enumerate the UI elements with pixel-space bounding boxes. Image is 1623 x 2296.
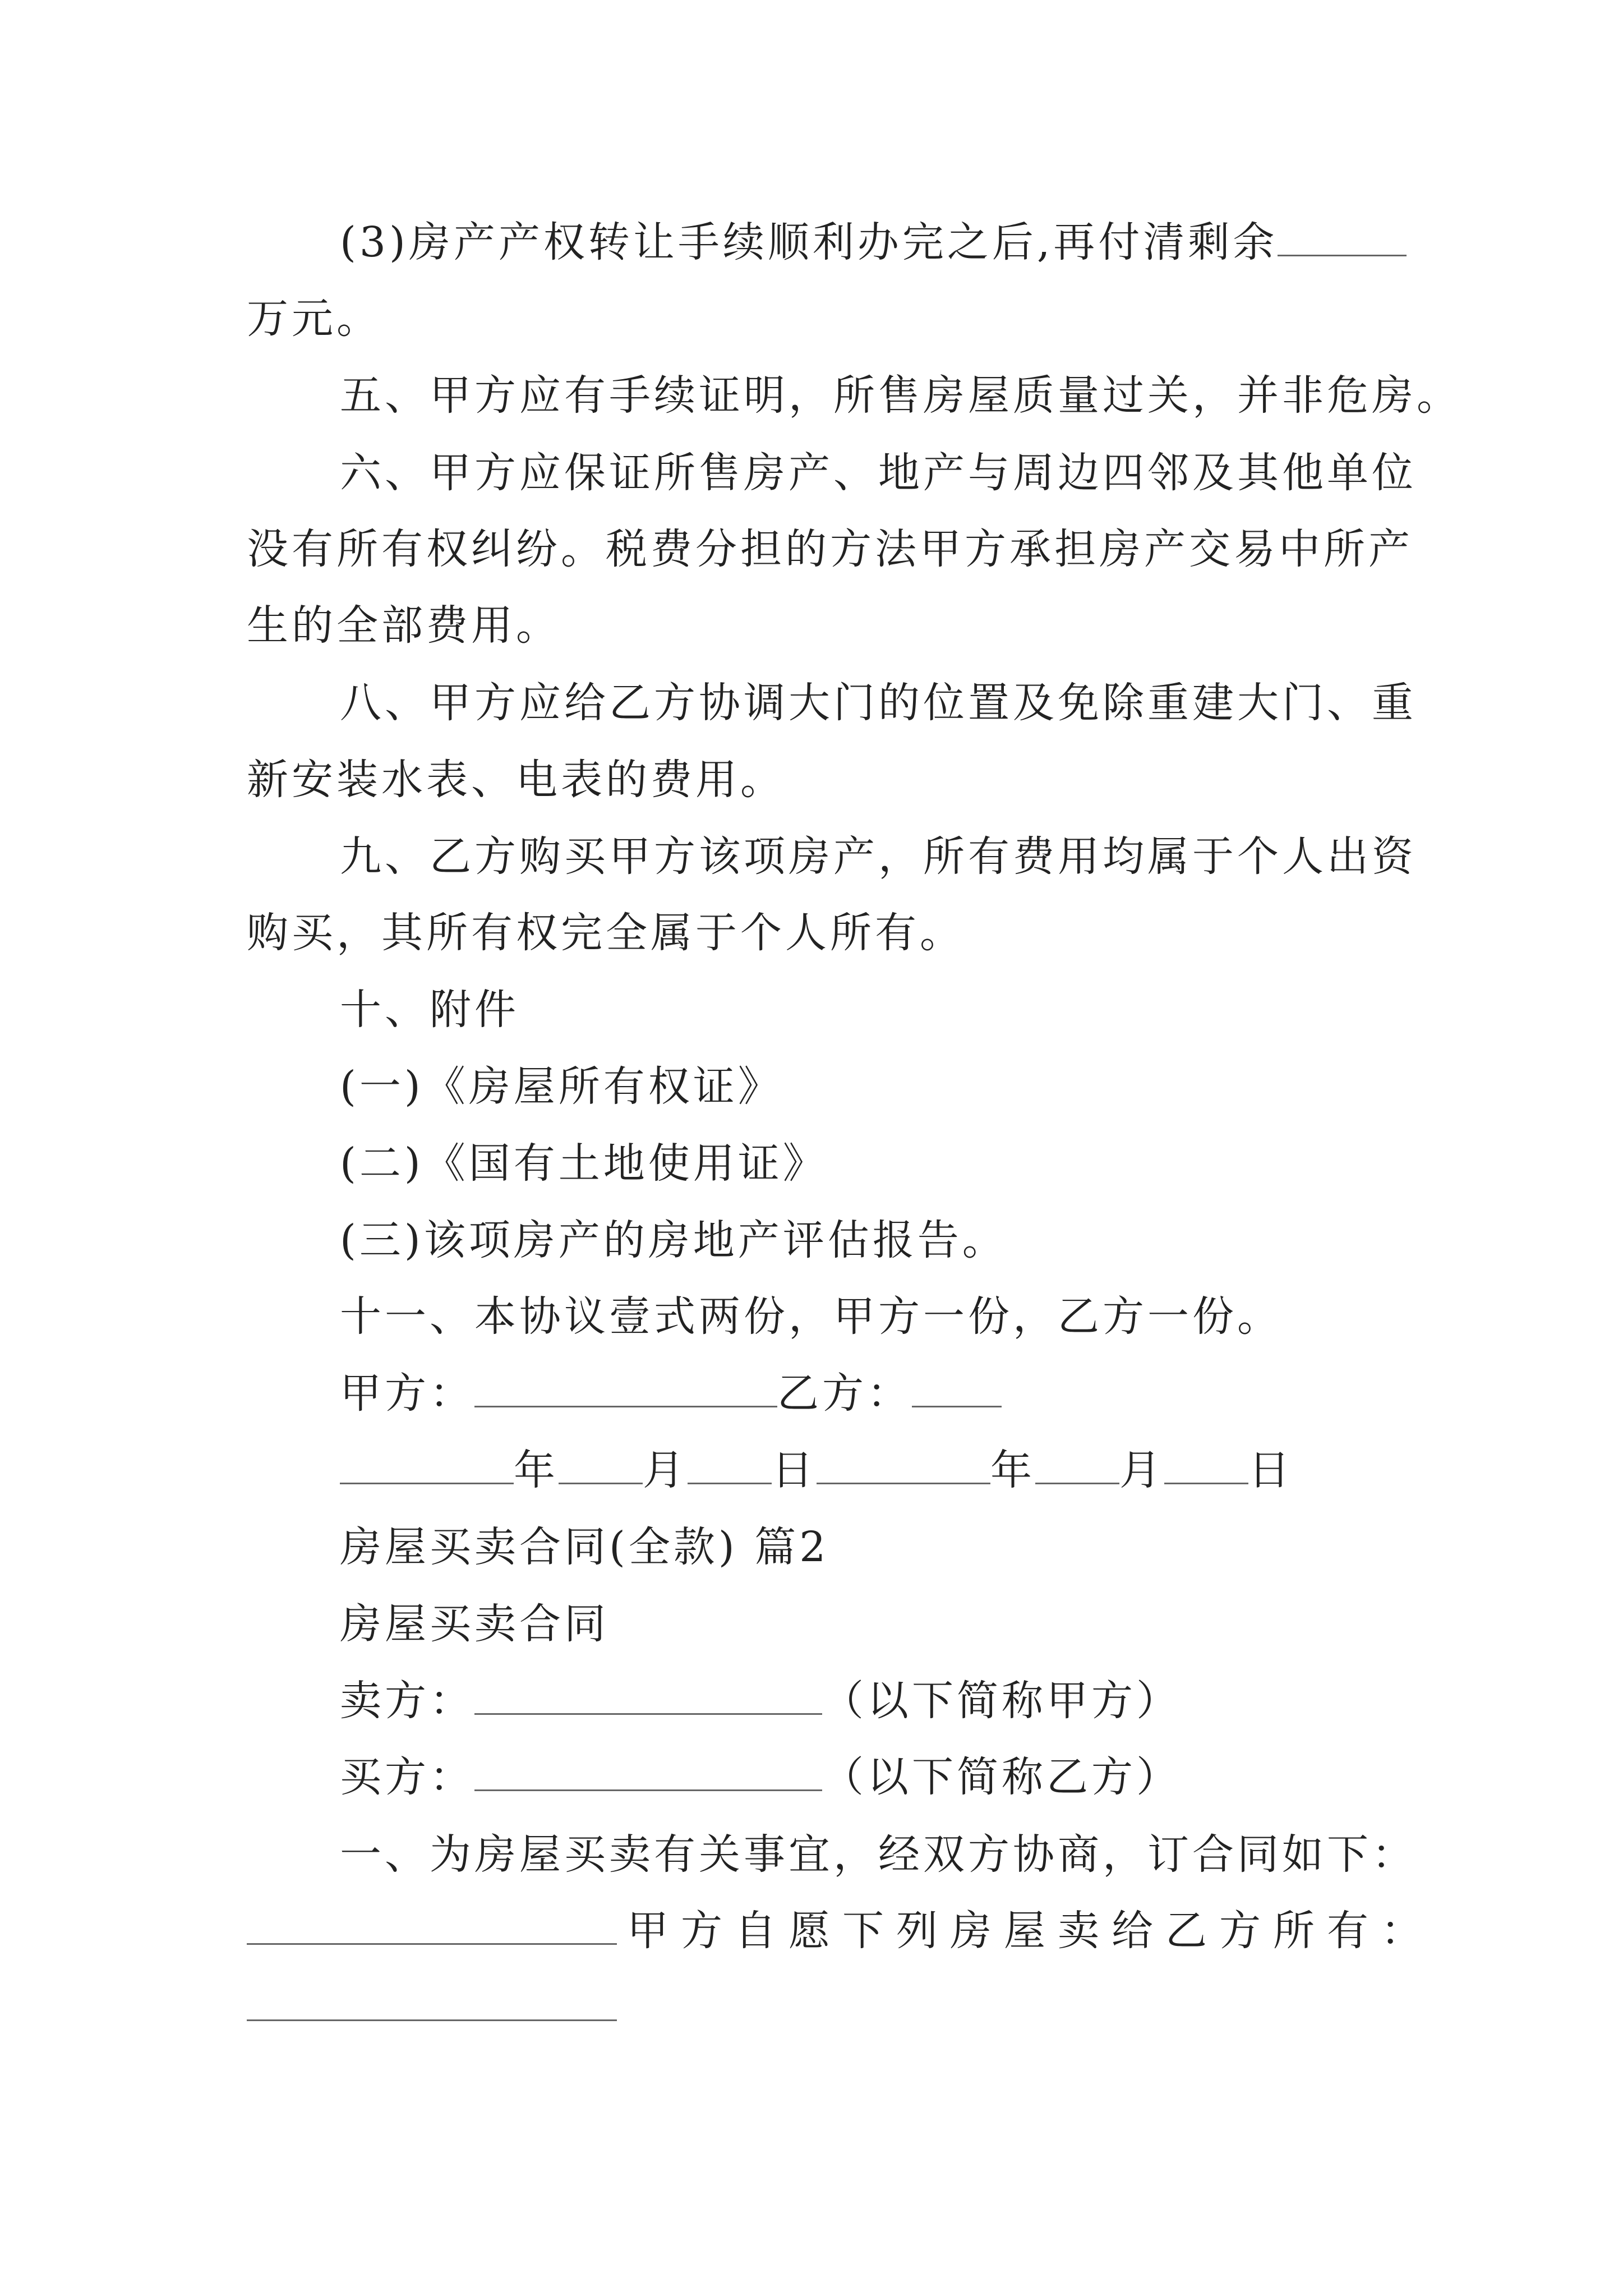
clause-6-line-1: 六、甲方应保证所售房产、地产与周边四邻及其他单位: [340, 449, 1417, 497]
seller-blank: [474, 1674, 822, 1715]
clause-8-line-2: 新安装水表、电表的费用。: [247, 756, 785, 804]
clause-8-line-1: 八、甲方应给乙方协调大门的位置及免除重建大门、重: [340, 679, 1417, 727]
party-a-label: 甲方：: [340, 1369, 474, 1418]
clause-10-title: 十、附件: [340, 986, 519, 1034]
clause-6-line-3: 生的全部费用。: [247, 601, 561, 650]
signature-line: [340, 1365, 1002, 1421]
property-blank-2: [247, 1980, 617, 2021]
day-label-b: 日: [1248, 1446, 1293, 1494]
clause-3-line-2: 万元。: [247, 295, 381, 343]
attachment-3: (三)该项房产的房地产评估报告。: [340, 1216, 1007, 1264]
section-2-heading: 房屋买卖合同(全款) 篇2: [340, 1523, 829, 1571]
year-label-b: 年: [990, 1446, 1035, 1494]
month-blank-b: [1035, 1443, 1119, 1484]
clause-3-text: (3)房产产权转让手续顺利办完之后,再付清剩余: [340, 218, 1278, 266]
section-2-title: 房屋买卖合同: [340, 1600, 609, 1648]
attachment-1: (一)《房屋所有权证》: [340, 1062, 783, 1111]
item-1-continuation: 甲方自愿下列房屋卖给乙方所有：: [627, 1907, 1435, 1955]
clause-9-line-1: 九、乙方购买甲方该项房产，所有费用均属于个人出资: [340, 832, 1417, 881]
attachment-2: (二)《国有土地使用证》: [340, 1139, 828, 1188]
date-line: [340, 1442, 1293, 1498]
party-b-blank: [912, 1366, 1002, 1407]
month-blank-a: [559, 1443, 643, 1484]
clause-6-line-2: 没有所有权纠纷。税费分担的方法甲方承担房产交易中所产: [247, 525, 1413, 573]
seller-label: 卖方：: [340, 1677, 474, 1725]
property-blank-1: [247, 1904, 617, 1945]
year-label-a: 年: [514, 1446, 559, 1494]
buyer-note: （以下简称乙方）: [822, 1753, 1181, 1801]
seller-line: [340, 1673, 1181, 1729]
item-1-line-1: 一、为房屋买卖有关事宜，经双方协商，订合同如下：: [340, 1830, 1417, 1879]
day-blank-b: [1164, 1443, 1248, 1484]
year-blank-b: [817, 1443, 990, 1484]
day-label-a: 日: [772, 1446, 817, 1494]
party-b-label: 乙方：: [777, 1369, 912, 1418]
party-a-blank: [474, 1366, 777, 1407]
month-label-b: 月: [1119, 1446, 1164, 1494]
year-blank-a: [340, 1443, 514, 1484]
clause-5: 五、甲方应有手续证明，所售房屋质量过关，并非危房。: [340, 371, 1461, 420]
day-blank-a: [688, 1443, 772, 1484]
clause-9-line-2: 购买，其所有权完全属于个人所有。: [247, 909, 965, 957]
buyer-label: 买方：: [340, 1753, 474, 1801]
buyer-line: [340, 1749, 1181, 1805]
item-1-line-2: [247, 1903, 1435, 1959]
clause-3-line-1: [340, 214, 1407, 270]
amount-blank: [1278, 215, 1407, 256]
item-1-line-3: [247, 1979, 617, 2035]
clause-11: 十一、本协议壹式两份，甲方一份，乙方一份。: [340, 1292, 1282, 1341]
buyer-blank: [474, 1750, 822, 1791]
seller-note: （以下简称甲方）: [822, 1677, 1181, 1725]
month-label-a: 月: [643, 1446, 688, 1494]
